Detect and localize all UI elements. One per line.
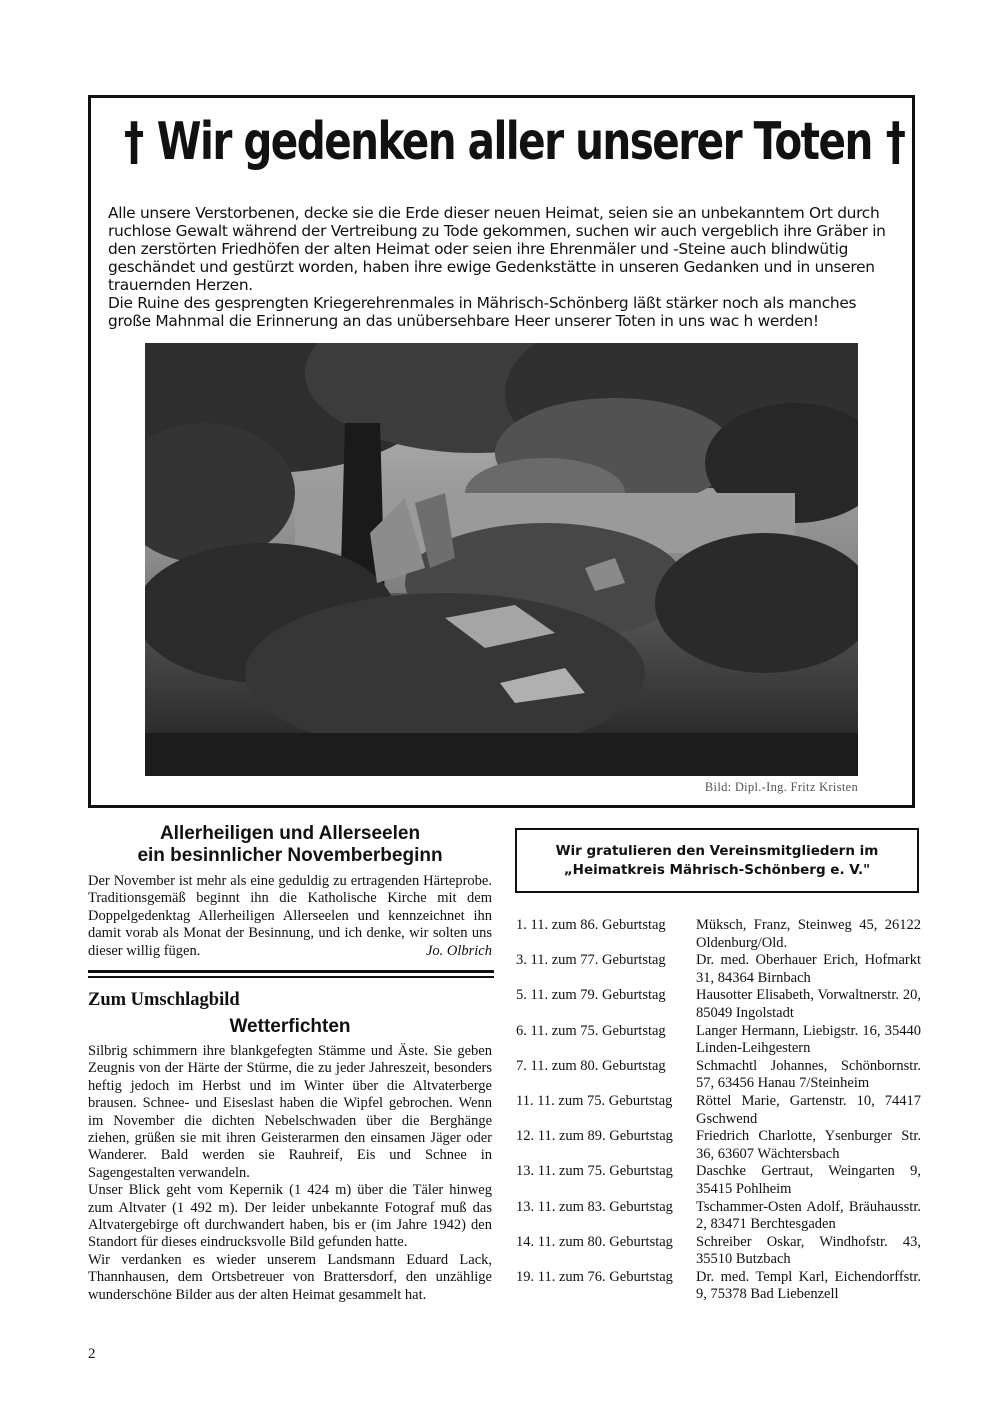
birthday-entry xyxy=(516,1199,921,1234)
allerheiligen-article xyxy=(88,873,492,960)
birthday-date: 19. 11. zum 76. Geburtstag xyxy=(516,1268,673,1285)
allerheiligen-title xyxy=(88,823,492,867)
birthday-entry xyxy=(516,952,921,987)
umschlag-paragraph-1: Silbrig schimmern ihre blankgefegten Stämme und Äste. Sie geben Zeugnis von der Härte der Stürme, die zu jeder Jahreszeit, besonders heftig jedoch im Herbst und im Winter über die Altvaterberge brausen. Schnee- und Eiseslast haben die Wipfel gebrochen. Wenn im November die dichten Nebelschwaden über die Berghänge ziehen, grüßen sie mit ihren Geisterarmen den einsamen Jäger oder Wanderer. Bald werden sie Rauhreif, Eis und Schnee in Sagengestalten verwandeln. xyxy=(88,1043,492,1181)
birthday-date: 7. 11. zum 80. Geburtstag xyxy=(516,1057,666,1074)
birthday-entry xyxy=(516,1269,921,1304)
gratulation-heading-line2: „Heimatkreis Mährisch-Schönberg e. V." xyxy=(563,862,871,878)
birthday-date: 1. 11. zum 86. Geburtstag xyxy=(516,917,666,933)
allerheiligen-body: Der November ist mehr als eine geduldig zu ertragenden Härteprobe. Traditionsgemäß beginnt ihn die Katholische Kirche mit dem Doppelgedenktag Allerheiligen Allerseelen und kennzeichnet ihn damit vorab als Monat der Besinnung, und ich denke, wir solten uns dieser willig fügen. xyxy=(88,873,492,959)
birthday-date: 5. 11. zum 79. Geburtstag xyxy=(516,987,666,1004)
birthday-date: 13. 11. zum 75. Geburtstag xyxy=(516,1163,673,1180)
umschlag-paragraph-2: Unser Blick geht vom Kepernik (1 424 m) über die Täler hinweg zum Altvater (1 492 m). Der leider unbekannte Fotograf muß das Altvatergebirge oft durchwandert haben, bis er (im Jahre 1942) den Standort für dieses eindrucksvolle Bild gefunden hatte. xyxy=(88,1182,492,1251)
birthday-person: Daschke Gertraut, Weingarten 9, 35415 Pohlheim xyxy=(696,1163,921,1197)
birthday-list xyxy=(516,917,921,1304)
birthday-entry xyxy=(516,1093,921,1128)
memorial-text xyxy=(108,204,900,330)
cross-icon-left: † xyxy=(124,112,143,172)
allerheiligen-title-line2: ein besinnlicher Novemberbeginn xyxy=(137,845,443,866)
birthday-person: Friedrich Charlotte, Ysenburger Str. 36, 63607 Wächtersbach xyxy=(696,1128,921,1162)
birthday-date: 11. 11. zum 75. Geburtstag xyxy=(516,1092,673,1109)
gratulation-heading-line1: Wir gratulieren den Vereinsmitgliedern im xyxy=(555,843,879,859)
page-number: 2 xyxy=(88,1346,96,1362)
birthday-person: Schreiber Oskar, Windhofstr. 43, 35510 Butzbach xyxy=(696,1233,921,1268)
memorial-ruins-photo xyxy=(145,343,858,776)
gratulation-box xyxy=(515,828,919,893)
birthday-date: 14. 11. zum 80. Geburtstag xyxy=(516,1233,673,1250)
birthday-entry xyxy=(516,987,921,1022)
memorial-title-text: Wir gedenken aller unserer Toten xyxy=(156,112,872,172)
umschlag-article xyxy=(88,1043,492,1304)
photo-credit: Bild: Dipl.-Ing. Fritz Kristen xyxy=(704,780,858,794)
birthday-entry xyxy=(516,917,921,952)
birthday-entry xyxy=(516,1023,921,1058)
birthday-person: Müksch, Franz, Steinweg 45, 26122 Oldenburg/Old. xyxy=(696,917,921,951)
memorial-paragraph-2: Die Ruine des gesprengten Kriegerehrenmales in Mährisch-Schönberg läßt stärker noch als manches große Mahnmal die Erinnerung an das unübersehbare Heer unserer Toten in uns wac h werden! xyxy=(108,294,857,330)
memorial-ruins-image xyxy=(145,343,858,776)
cross-icon-right: † xyxy=(885,112,905,172)
birthday-date: 13. 11. zum 83. Geburtstag xyxy=(516,1198,673,1215)
birthday-entry xyxy=(516,1163,921,1198)
memorial-paragraph-1: Alle unsere Verstorbenen, decke sie die Erde dieser neuen Heimat, seien sie an unbekanntem Ort durch ruchlose Gewalt während der Vertreibung zu Tode gekommen, suchen wir auch vergeblich ihre Gräber in den zerstörten Friedhöfen der alten Heimat oder seien ihre Ehrenmäler und -Steine auch blindwütig geschändet und gestürzt worden, haben ihre ewige Gedenkstätte in unseren Gedanken und in unseren trauernden Herzen. xyxy=(108,204,886,294)
birthday-person: Dr. med. Templ Karl, Eichendorffstr. 9, 75378 Bad Liebenzell xyxy=(696,1268,921,1303)
memorial-title xyxy=(110,112,905,172)
birthday-date: 6. 11. zum 75. Geburtstag xyxy=(516,1022,666,1039)
birthday-person: Schmachtl Johannes, Schönbornstr. 57, 63456 Hanau 7/Steinheim xyxy=(696,1057,921,1092)
birthday-person: Langer Hermann, Liebigstr. 16, 35440 Linden-Leihgestern xyxy=(696,1022,921,1057)
section-divider xyxy=(88,976,494,978)
birthday-person: Hausotter Elisabeth, Vorwaltnerstr. 20, 85049 Ingolstadt xyxy=(696,987,921,1021)
birthday-person: Dr. med. Oberhauer Erich, Hofmarkt 31, 84364 Birnbach xyxy=(696,952,921,986)
section-divider xyxy=(88,970,494,973)
article-author: Jo. Olbrich xyxy=(425,942,492,959)
allerheiligen-title-line1: Allerheiligen und Allerseelen xyxy=(159,823,421,844)
wetterfichten-title: Wetterfichten xyxy=(229,1016,351,1037)
birthday-entry xyxy=(516,1234,921,1269)
birthday-date: 12. 11. zum 89. Geburtstag xyxy=(516,1128,673,1145)
birthday-person: Röttel Marie, Gartenstr. 10, 74417 Gschwend xyxy=(696,1092,921,1127)
umschlag-title: Zum Umschlagbild xyxy=(88,990,240,1010)
birthday-date: 3. 11. zum 77. Geburtstag xyxy=(516,952,666,969)
birthday-entry xyxy=(516,1058,921,1093)
birthday-entry xyxy=(516,1128,921,1163)
birthday-person: Tschammer-Osten Adolf, Bräuhausstr. 2, 83471 Berchtesgaden xyxy=(696,1198,921,1233)
umschlag-paragraph-3: Wir verdanken es wieder unserem Landsmann Eduard Lack, Thannhausen, dem Ortsbetreuer von Brattersdorf, den unzählige wunderschöne Bilder aus der alten Heimat gesammelt hat. xyxy=(88,1251,492,1303)
